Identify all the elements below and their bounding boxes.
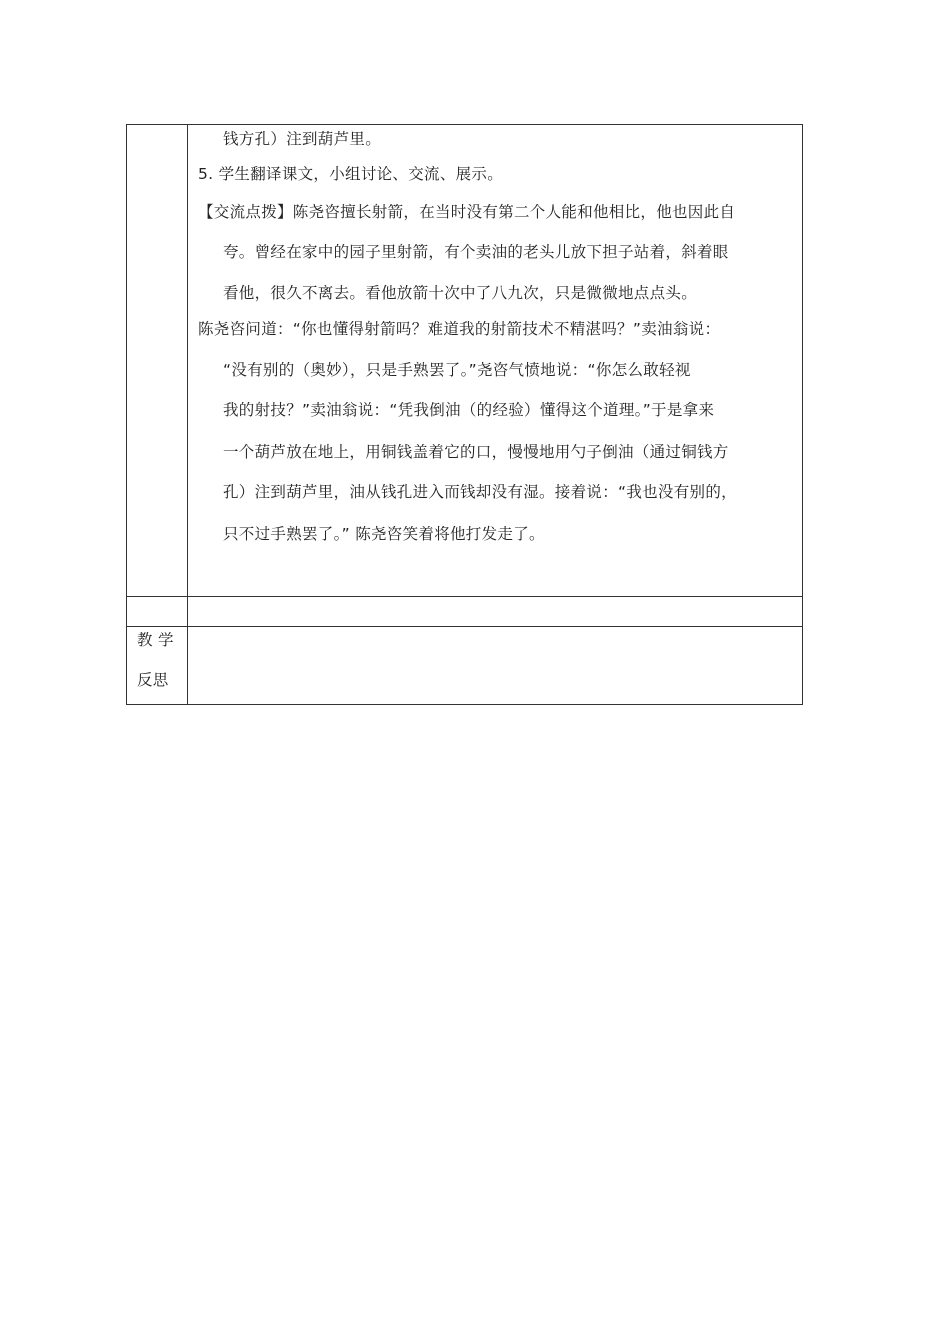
lesson-table — [126, 124, 803, 705]
content-line: 我的射技？”卖油翁说：“凭我倒油（的经验）懂得这个道理。”于是拿来 — [223, 401, 715, 419]
content-line: 5. 学生翻译课文，小组讨论、交流、展示。 — [198, 165, 504, 183]
content-line: 陈尧咨问道：“你也懂得射箭吗？难道我的射箭技术不精湛吗？”卖油翁说： — [198, 320, 721, 338]
lesson-content-cell — [188, 125, 802, 596]
content-line: 【交流点拨】陈尧咨擅长射箭，在当时没有第二个人能和他相比，他也因此自 — [198, 203, 736, 221]
reflection-label: 反思 — [137, 671, 169, 689]
content-line: 一个葫芦放在地上，用铜钱盖着它的口，慢慢地用勺子倒油（通过铜钱方 — [223, 443, 729, 461]
content-line: 看他，很久不离去。看他放箭十次中了八九次，只是微微地点点头。 — [223, 284, 698, 302]
content-line: 孔）注到葫芦里，油从钱孔进入而钱却没有湿。接着说：“我也没有别的， — [223, 483, 737, 501]
content-line: 夸。曾经在家中的园子里射箭，有个卖油的老头儿放下担子站着，斜着眼 — [223, 243, 729, 261]
content-line: “没有别的（奥妙），只是手熟罢了。”尧咨气愤地说：“你怎么敢轻视 — [223, 361, 691, 379]
reflection-label: 教 学 — [137, 631, 174, 649]
row-divider — [127, 626, 802, 627]
content-line: 钱方孔）注到葫芦里。 — [223, 130, 382, 148]
row-divider — [127, 596, 802, 597]
content-line: 只不过手熟罢了。” 陈尧咨笑着将他打发走了。 — [223, 525, 545, 543]
